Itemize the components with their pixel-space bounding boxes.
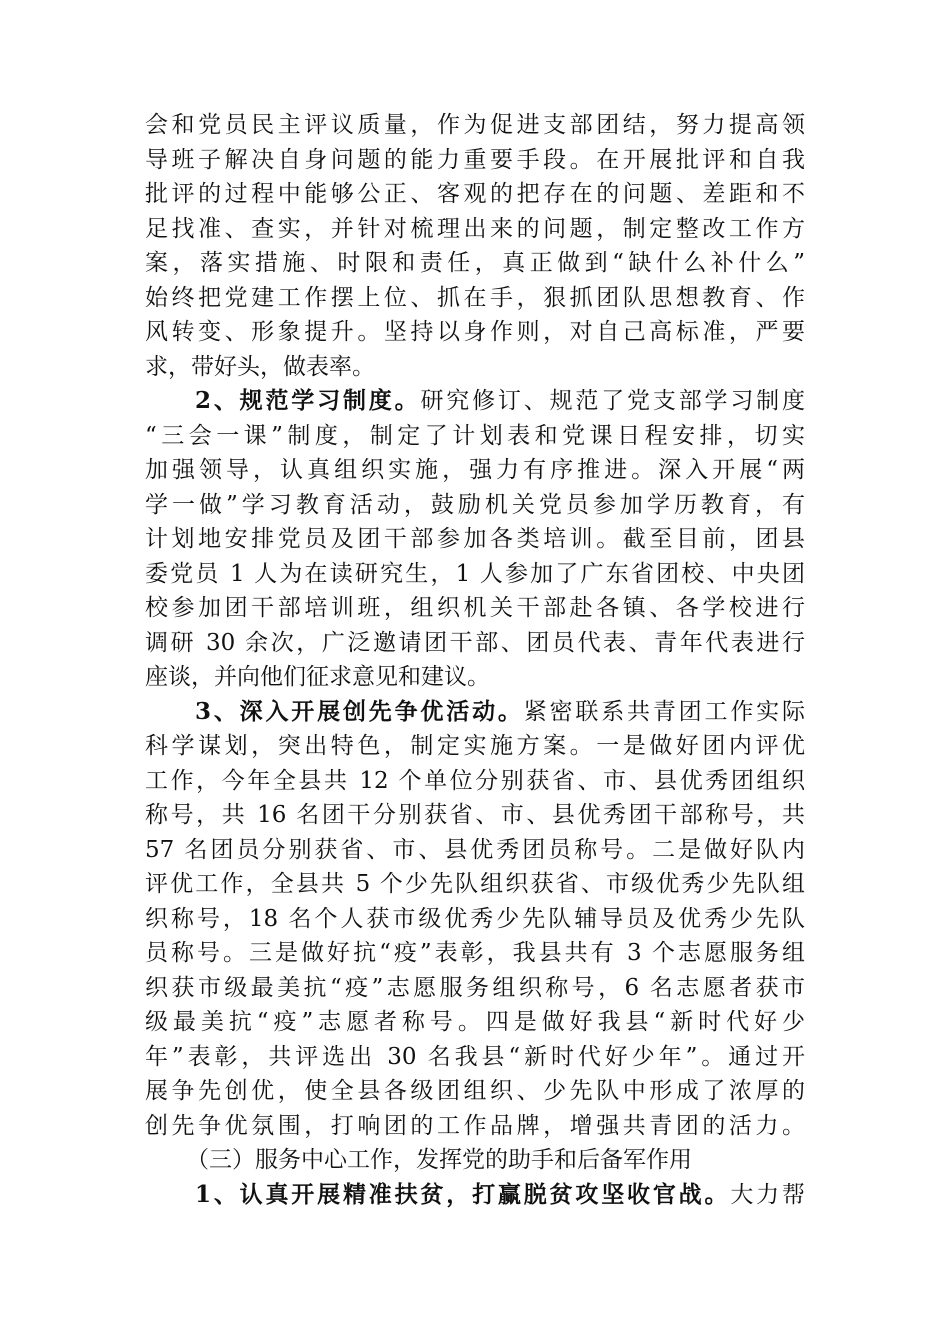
body-text-line: 称号，共 16 名团干分别获省、市、县优秀团干部称号，共 [145,802,805,828]
paragraph-first-line [195,1178,805,1212]
body-text-line: 委党员 1 人为在读研究生，1 人参加了广东省团校、中央团 [145,560,805,587]
body-text-line: 案，落实措施、时限和责任，真正做到“缺什么补什么” [145,250,805,276]
body-text-line: 科学谋划，突出特色，制定实施方案。一是做好团内评优 [145,733,805,759]
paragraph-heading: 1、认真开展精准扶贫，打赢脱贫攻坚收官战。 [195,1180,731,1208]
paragraph-first-line [195,695,805,729]
body-text-line: 足找准、查实，并针对梳理出来的问题，制定整改工作方 [145,215,805,242]
body-text-line: 员称号。三是做好抗“疫”表彰，我县共有 3 个志愿服务组 [145,940,805,966]
body-text-line: 会和党员民主评议质量，作为促进支部团结，努力提高领 [145,112,805,138]
body-text-line: 年”表彰，共评选出 30 名我县“新时代好少年”。通过开 [145,1043,805,1070]
body-text-line: 级最美抗“疫”志愿者称号。四是做好我县“新时代好少 [145,1009,805,1035]
body-text-line: 座谈，并向他们征求意见和建议。 [145,664,490,690]
body-text-line: 织称号，18 名个人获市级优秀少先队辅导员及优秀少先队 [145,905,805,932]
section-heading: （三）服务中心工作，发挥党的助手和后备军作用 [186,1147,692,1173]
body-text-line: 评优工作，全县共 5 个少先队组织获省、市级优秀少先队组 [145,871,805,897]
paragraph-heading: 2、规范学习制度。 [195,387,421,414]
paragraph-text: 紧密联系共青团工作实际 [523,698,805,725]
body-text-line: 计划地安排党员及团干部参加各类培训。截至目前，团县 [145,526,805,552]
body-text-line: 工作，今年全县共 12 个单位分别获省、市、县优秀团组织 [145,767,805,794]
body-text-line: “三会一课”制度，制定了计划表和党课日程安排，切实 [145,422,805,449]
paragraph-text: 研究修订、规范了党支部学习制度 [420,388,805,414]
paragraph-heading: 3、深入开展创先争优活动。 [195,697,524,725]
body-text-line: 57 名团员分别获省、市、县优秀团员称号。二是做好队内 [145,836,805,863]
body-text-line: 创先争优氛围，打响团的工作品牌，增强共青团的活力。 [145,1112,805,1139]
body-text-line: 风转变、形象提升。坚持以身作则，对自己高标准，严要 [145,319,805,345]
body-text-line: 织获市级最美抗“疫”志愿服务组织称号，6 名志愿者获市 [145,974,805,1001]
body-text-line: 求，带好头，做表率。 [145,353,375,380]
body-text-line: 学一做”学习教育活动，鼓励机关党员参加学历教育，有 [145,491,805,518]
body-text-line: 加强领导，认真组织实施，强力有序推进。深入开展“两 [145,457,805,483]
body-text-line: 展争先创优，使全县各级团组织、少先队中形成了浓厚的 [145,1078,805,1104]
paragraph-first-line [195,384,805,418]
body-text-line: 批评的过程中能够公正、客观的把存在的问题、差距和不 [145,181,805,207]
body-text-line: 调研 30 余次，广泛邀请团干部、团员代表、青年代表进行 [145,629,805,656]
body-text-line: 始终把党建工作摆上位、抓在手，狠抓团队思想教育、作 [145,284,805,311]
body-text-line: 导班子解决自身问题的能力重要手段。在开展批评和自我 [145,146,805,173]
body-text-line: 校参加团干部培训班，组织机关干部赴各镇、各学校进行 [145,595,805,621]
paragraph-text: 大力帮 [730,1181,805,1208]
